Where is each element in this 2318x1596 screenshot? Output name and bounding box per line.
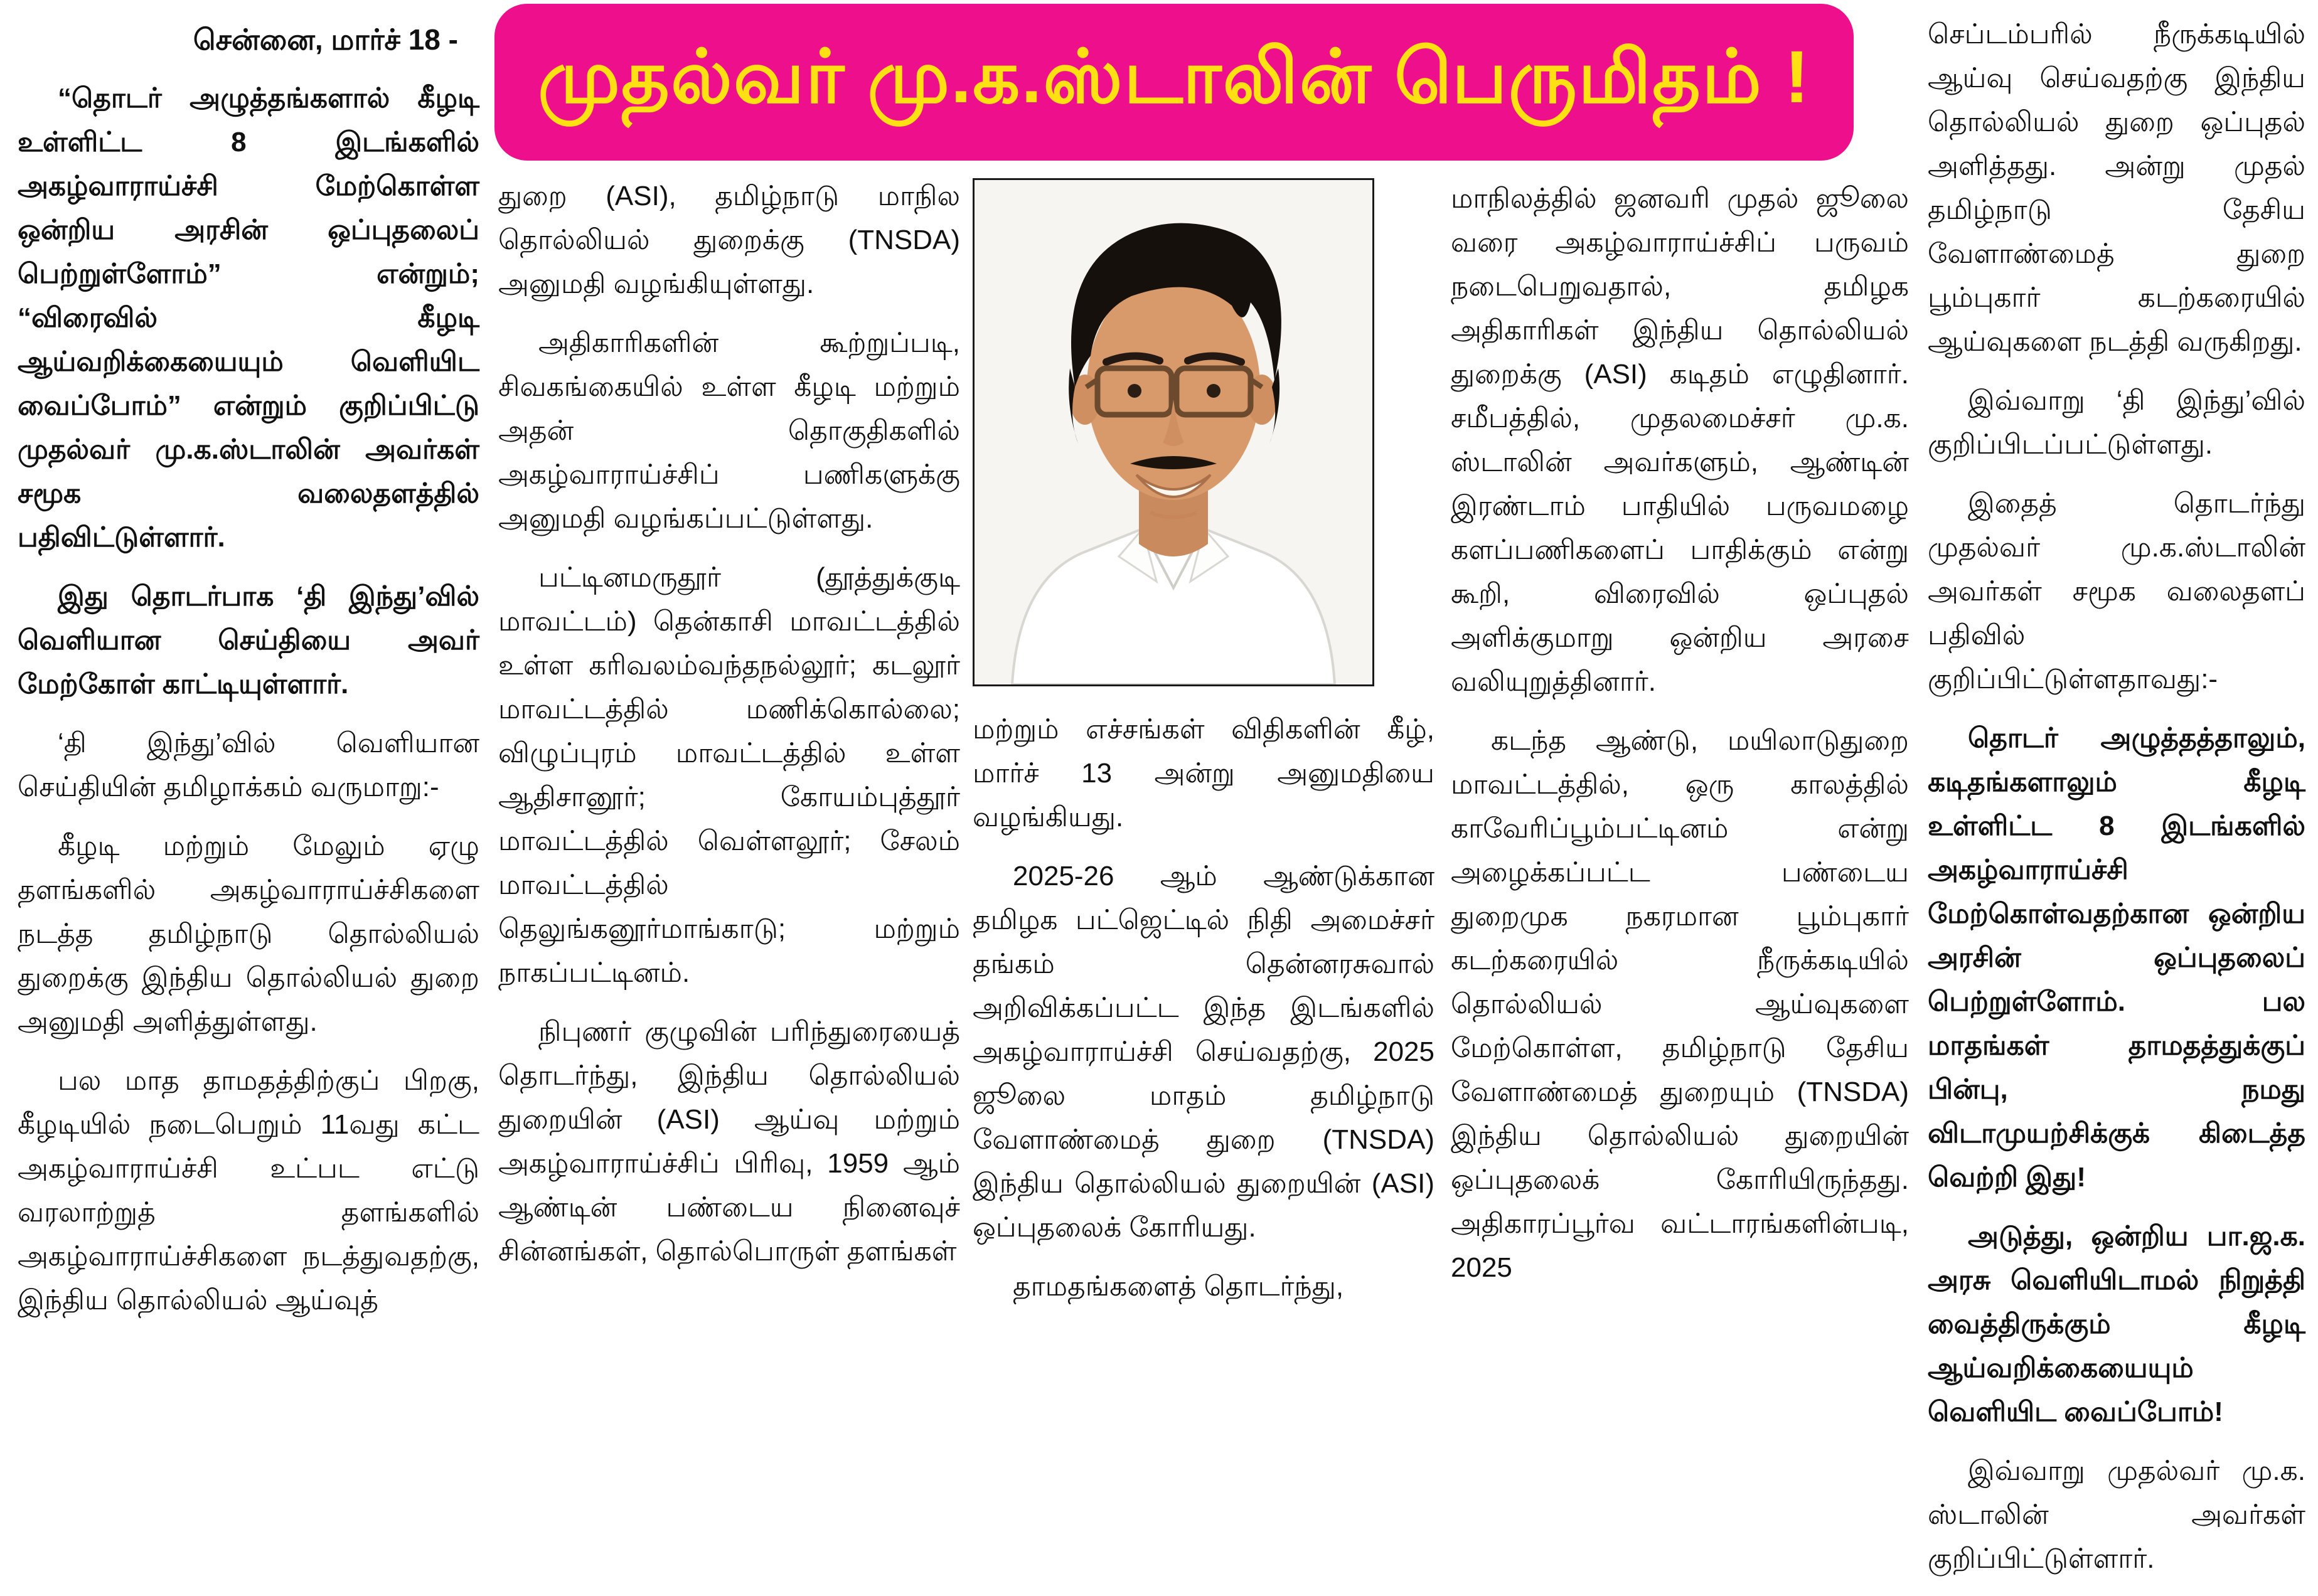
headline-banner (494, 4, 1854, 161)
article-paragraph: பட்டினமருதூர் (தூத்துக்குடி மாவட்டம்) தென்காசி மாவட்டத்தில் உள்ள கரிவலம்வந்தநல்லூர்; கடலூர் மாவட்டத்தில் மணிக்கொல்லை; விழுப்புரம் மாவட்டத்தில் உள்ள ஆதிசானூர்; கோயம்புத்தூர் மாவட்டத்தில் வெள்ளலூர்; சேலம் மாவட்டத்தில் தெலுங்கனூர்மாங்காடு; மற்றும் நாகப்பட்டினம். (498, 562, 960, 988)
article-paragraph: அடுத்து, ஒன்றிய பா.ஜ.க. அரசு வெளியிடாமல் நிறுத்தி வைத்திருக்கும் கீழடி ஆய்வறிக்கையையும் வெளியிட வைப்போம்! (1928, 1221, 2305, 1427)
article-paragraph: ‘தி இந்து’வில் வெளியான செய்தியின் தமிழாக்கம் வருமாறு:- (18, 728, 479, 802)
article-column-1 (18, 18, 479, 1338)
article-column-5 (1928, 13, 2305, 1596)
portrait-photo (973, 178, 1374, 686)
article-column-3 (973, 174, 1434, 1324)
article-paragraph: மற்றும் எச்சங்கள் விதிகளின் கீழ், மார்ச் 13 அன்று அனுமதியை வழங்கியது. (973, 714, 1434, 833)
article-paragraph: கீழடி மற்றும் மேலும் ஏழு தளங்களில் அகழ்வாராய்ச்சிகளை நடத்த தமிழ்நாடு தொல்லியல் துறைக்கு இந்திய தொல்லியல் துறை அனுமதி அளித்துள்ளது. (18, 831, 479, 1037)
article-paragraph: “தொடர் அழுத்தங்களால் கீழடி உள்ளிட்ட 8 இடங்களில் அகழ்வாராய்ச்சி மேற்கொள்ள ஒன்றிய அரசின் ஒப்புதலைப் பெற்றுள்ளோம்” என்றும்; “விரைவில் கீழடி ஆய்வறிக்கையையும் வெளியிட வைப்போம்” என்றும் குறிப்பிட்டு முதல்வர் மு.க.ஸ்டாலின் அவர்கள் சமூக வலைதளத்தில் பதிவிட்டுள்ளார். (18, 83, 479, 553)
portrait-photo-illustration (975, 180, 1372, 684)
article-column-2 (498, 174, 960, 1289)
article-paragraph: தாமதங்களைத் தொடர்ந்து, (1013, 1271, 1344, 1302)
article-paragraph: இவ்வாறு ‘தி இந்து’வில் குறிப்பிடப்பட்டுள்ளது. (1928, 385, 2305, 460)
article-paragraph: இதைத் தொடர்ந்து முதல்வர் மு.க.ஸ்டாலின் அவர்கள் சமூக வலைதளப் பதிவில் குறிப்பிட்டுள்ளதாவது:- (1928, 488, 2305, 694)
dateline: சென்னை, மார்ச் 18 - (193, 23, 458, 56)
article-paragraph: நிபுணர் குழுவின் பரிந்துரையைத் தொடர்ந்து, இந்திய தொல்லியல் துறையின் (ASI) ஆய்வு மற்றும் அகழ்வாராய்ச்சிப் பிரிவு, 1959 ஆம் ஆண்டின் பண்டைய நினைவுச் சின்னங்கள், தொல்பொருள் தளங்கள் (498, 1016, 960, 1267)
article-paragraph: துறை (ASI), தமிழ்நாடு மாநில தொல்லியல் துறைக்கு (TNSDA) அனுமதி வழங்கியுள்ளது. (498, 181, 960, 299)
article-paragraph: தொடர் அழுத்தத்தாலும், கடிதங்களாலும் கீழடி உள்ளிட்ட 8 இடங்களில் அகழ்வாராய்ச்சி மேற்கொள்வதற்கான ஒன்றிய அரசின் ஒப்புதலைப் பெற்றுள்ளோம். பல மாதங்கள் தாமதத்துக்குப் பின்பு, நமது விடாமுயற்சிக்குக் கிடைத்த வெற்றி இது! (1928, 723, 2305, 1193)
article-paragraph: 2025-26 ஆம் ஆண்டுக்கான தமிழக பட்ஜெட்டில் நிதி அமைச்சர் தங்கம் தென்னரசுவால் அறிவிக்கப்பட்ட இந்த இடங்களில் அகழ்வாராய்ச்சி செய்வதற்கு, 2025 ஜூலை மாதம் தமிழ்நாடு வேளாண்மைத் துறை (TNSDA) இந்திய தொல்லியல் துறையின் (ASI) ஒப்புதலைக் கோரியது. (973, 861, 1434, 1243)
article-paragraph: அதிகாரிகளின் கூற்றுப்படி, சிவகங்கையில் உள்ள கீழடி மற்றும் அதன் தொகுதிகளில் அகழ்வாராய்ச்சிப் பணிகளுக்கு அனுமதி வழங்கப்பட்டுள்ளது. (498, 327, 960, 534)
article-paragraph: மாநிலத்தில் ஜனவரி முதல் ஜூலை வரை அகழ்வாராய்ச்சிப் பருவம் நடைபெறுவதால், தமிழக அதிகாரிகள் இந்திய தொல்லியல் துறைக்கு (ASI) கடிதம் எழுதினார். சமீபத்தில், முதலமைச்சர் மு.க. ஸ்டாலின் அவர்களும், ஆண்டின் இரண்டாம் பாதியில் பருவமழை களப்பணிகளைப் பாதிக்கும் என்று கூறி, விரைவில் ஒப்புதல் அளிக்குமாறு ஒன்றிய அரசை வலியுறுத்தினார். (1451, 183, 1909, 697)
article-paragraph: இது தொடர்பாக ‘தி இந்து’வில் வெளியான செய்தியை அவர் மேற்கோள் காட்டியுள்ளார். (18, 581, 479, 700)
article-paragraph: கடந்த ஆண்டு, மயிலாடுதுறை மாவட்டத்தில், ஒரு காலத்தில் காவேரிப்பூம்பட்டினம் என்று அழைக்கப்பட்ட பண்டைய துறைமுக நகரமான பூம்புகார் கடற்கரையில் நீருக்கடியில் தொல்லியல் ஆய்வுகளை மேற்கொள்ள, தமிழ்நாடு தேசிய வேளாண்மைத் துறையும் (TNSDA) இந்திய தொல்லியல் துறையின் ஒப்புதலைக் கோரியிருந்தது. அதிகாரப்பூர்வ வட்டாரங்களின்படி, 2025 (1451, 725, 1909, 1283)
article-paragraph: செப்டம்பரில் நீருக்கடியில் ஆய்வு செய்வதற்கு இந்திய தொல்லியல் துறை ஒப்புதல் அளித்தது. அன்று முதல் தமிழ்நாடு தேசிய வேளாண்மைத் துறை பூம்புகார் கடற்கரையில் ஆய்வுகளை நடத்தி வருகிறது. (1928, 19, 2305, 357)
article-column-4 (1451, 177, 1909, 1305)
headline-title: முதல்வர் மு.க.ஸ்டாலின் பெருமிதம் ! (537, 36, 1811, 119)
article-paragraph: இவ்வாறு முதல்வர் மு.க. ஸ்டாலின் அவர்கள் குறிப்பிட்டுள்ளார். (1928, 1455, 2305, 1574)
article-paragraph: பல மாத தாமதத்திற்குப் பிறகு, கீழடியில் நடைபெறும் 11வது கட்ட அகழ்வாராய்ச்சி உட்பட எட்டு வரலாற்றுத் தளங்களில் அகழ்வாராய்ச்சிகளை நடத்துவதற்கு, இந்திய தொல்லியல் ஆய்வுத் (18, 1065, 479, 1316)
